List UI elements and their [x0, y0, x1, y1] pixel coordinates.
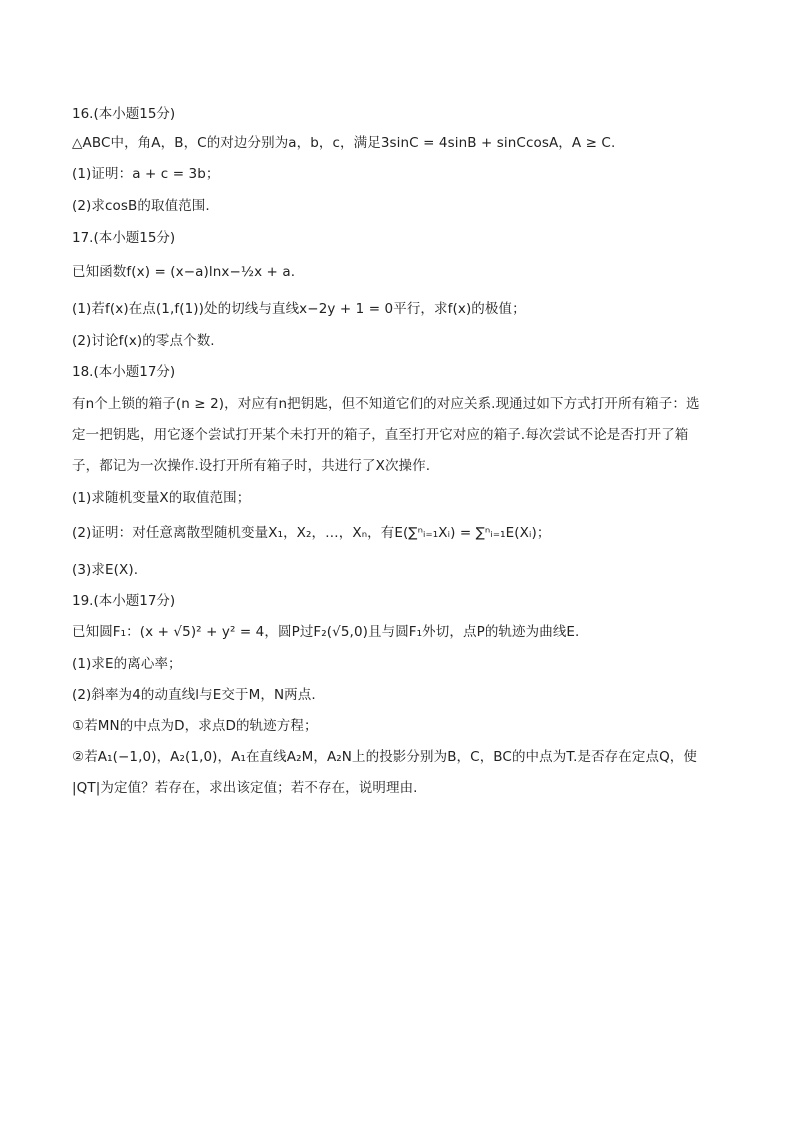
problem-19-header: 19.(本小题17分) [72, 593, 176, 609]
problem-18-part-2: (2)证明：对任意离散型随机变量X₁，X₂，…，Xₙ，有E(∑ⁿᵢ₌₁Xᵢ) = ∑ⁿᵢ₌₁E(Xᵢ)； [72, 525, 551, 541]
problem-16-header: 16.(本小题15分) [72, 106, 176, 122]
problem-19-part-1: (1)求E的离心率； [72, 656, 182, 672]
problem-16-part-1: (1)证明：a + c = 3b； [72, 166, 220, 182]
problem-17-header: 17.(本小题15分) [72, 230, 176, 246]
problem-18-part-3: (3)求E(X). [72, 562, 139, 578]
problem-18-statement-3: 子，都记为一次操作.设打开所有箱子时，共进行了X次操作. [72, 458, 431, 474]
problem-16-statement: △ABC中，角A，B，C的对边分别为a，b，c，满足3sinC = 4sinB + sinCcosA，A ≥ C. [72, 135, 616, 151]
problem-17-part-2: (2)讨论f(x)的零点个数. [72, 333, 215, 349]
problem-18-statement-1: 有n个上锁的箱子(n ≥ 2)，对应有n把钥匙，但不知道它们的对应关系.现通过如下方式打开所有箱子：选 [72, 396, 700, 412]
problem-19-subpart-2-line-2: |QT|为定值？若存在，求出该定值；若不存在，说明理由. [72, 780, 418, 796]
problem-19-part-2: (2)斜率为4的动直线l与E交于M，N两点. [72, 687, 316, 703]
problem-16-part-2: (2)求cosB的取值范围. [72, 198, 210, 214]
problem-19-subpart-1: ①若MN的中点为D，求点D的轨迹方程； [72, 718, 318, 734]
problem-18-header: 18.(本小题17分) [72, 364, 176, 380]
problem-18-statement-2: 定一把钥匙，用它逐个尝试打开某个未打开的箱子，直至打开它对应的箱子.每次尝试不论是否打开了箱 [72, 427, 689, 443]
problem-17-part-1: (1)若f(x)在点(1,f(1))处的切线与直线x−2y + 1 = 0平行，求f(x)的极值； [72, 301, 526, 317]
problem-19-statement: 已知圆F₁：(x + √5)² + y² = 4，圆P过F₂(√5,0)且与圆F₁外切，点P的轨迹为曲线E. [72, 624, 580, 640]
problem-18-part-1: (1)求随机变量X的取值范围； [72, 490, 251, 506]
problem-19-subpart-2-line-1: ②若A₁(−1,0)，A₂(1,0)，A₁在直线A₂M，A₂N上的投影分别为B，C，BC的中点为T.是否存在定点Q，使 [72, 749, 698, 765]
problem-17-statement: 已知函数f(x) = (x−a)lnx−½x + a. [72, 264, 296, 280]
